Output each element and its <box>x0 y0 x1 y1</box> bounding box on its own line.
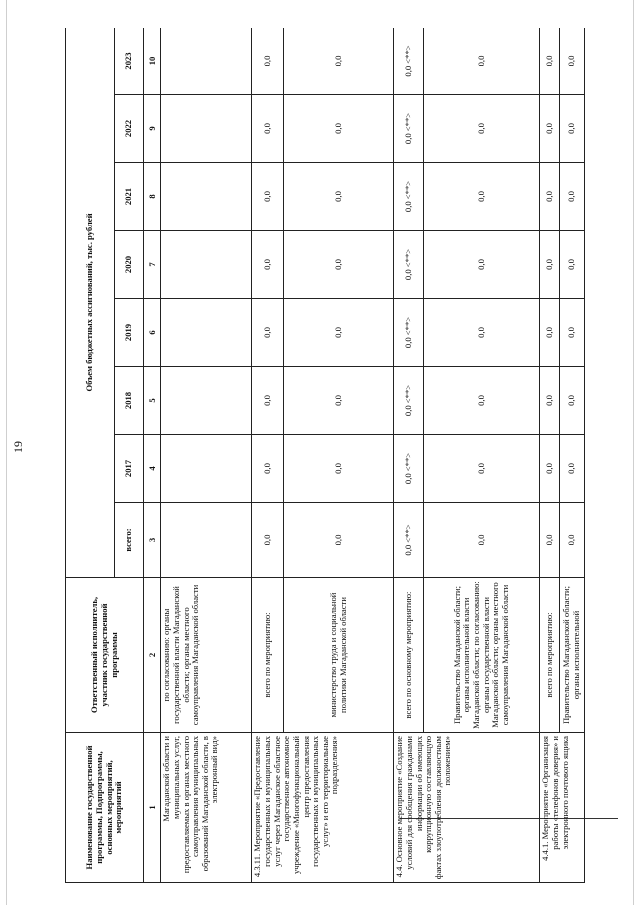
table-viewport <box>65 28 585 883</box>
column-number-row <box>144 28 161 883</box>
row-value: 0,0 <box>284 299 394 367</box>
row-name: Магаданской области и муниципальных услуг, предоставляемых в органах местного самоуправления муниципальных образований Магаданской области, в электронный вид» <box>161 733 252 883</box>
row-value <box>161 503 252 578</box>
row-value: 0,0 <box>540 163 559 231</box>
column-number: 4 <box>144 435 161 503</box>
row-responsible: Правительство Магаданской области; органы исполнительной <box>559 578 584 733</box>
column-number: 8 <box>144 163 161 231</box>
row-name: 4.4. Основное мероприятие «Создание условий для сообщения гражданами информации об имеющих коррупционную составляющую фактах злоупотребления должностным положением» <box>394 733 540 883</box>
header-year: 2022 <box>114 95 144 163</box>
row-value: 0,0 <**> <box>394 95 424 163</box>
row-responsible: всего по мероприятию: <box>252 578 284 733</box>
scan-edge-mark <box>633 0 634 905</box>
row-value: 0,0 <box>540 503 559 578</box>
row-value: 0,0 <box>252 95 284 163</box>
column-number: 10 <box>144 28 161 95</box>
row-value: 0,0 <box>252 435 284 503</box>
row-value: 0,0 <box>284 163 394 231</box>
row-value: 0,0 <box>284 95 394 163</box>
row-value: 0,0 <box>252 231 284 299</box>
row-value: 0,0 <box>559 299 584 367</box>
row-value: 0,0 <box>559 435 584 503</box>
row-value: 0,0 <box>559 95 584 163</box>
row-value: 0,0 <**> <box>394 435 424 503</box>
row-value: 0,0 <box>423 95 540 163</box>
row-responsible: всего по мероприятию: <box>540 578 559 733</box>
header-year: 2018 <box>114 367 144 435</box>
column-number: 1 <box>144 733 161 883</box>
row-value: 0,0 <box>559 163 584 231</box>
header-year: 2020 <box>114 231 144 299</box>
row-value: 0,0 <box>559 503 584 578</box>
page-number: 19 <box>11 441 25 453</box>
row-value <box>161 231 252 299</box>
row-value: 0,0 <box>540 299 559 367</box>
row-name: 4.3.11. Мероприятие «Предоставление государственных и муниципальных услуг через Магаданское областное государственное автономное учреждение «Многофункциональный центр предоставления государственных и муниципальных услуг» и его территориальные подразделения» <box>252 733 394 883</box>
header-row <box>66 28 115 883</box>
row-value: 0,0 <box>252 28 284 95</box>
column-number: 7 <box>144 231 161 299</box>
row-value: 0,0 <box>423 299 540 367</box>
row-responsible: министерство труда и социальной политики Магаданской области <box>284 578 394 733</box>
row-value: 0,0 <box>252 367 284 435</box>
header-year: 2019 <box>114 299 144 367</box>
row-value: 0,0 <box>252 299 284 367</box>
header-responsible: Ответственный исполнитель, участник государственной программы <box>66 578 144 733</box>
row-value: 0,0 <box>423 503 540 578</box>
row-value: 0,0 <box>423 367 540 435</box>
column-number: 6 <box>144 299 161 367</box>
column-number: 5 <box>144 367 161 435</box>
row-value: 0,0 <box>540 367 559 435</box>
row-value: 0,0 <**> <box>394 231 424 299</box>
table-row <box>161 28 252 883</box>
table-row <box>540 28 559 883</box>
row-value: 0,0 <box>252 163 284 231</box>
row-value <box>161 435 252 503</box>
row-value: 0,0 <box>284 503 394 578</box>
table-row <box>394 28 424 883</box>
row-value: 0,0 <box>284 231 394 299</box>
row-value <box>161 299 252 367</box>
header-year: 2021 <box>114 163 144 231</box>
row-value: 0,0 <box>423 163 540 231</box>
header-budget-group: Объем бюджетных ассигнований, тыс. рублей <box>66 28 115 578</box>
row-value <box>161 367 252 435</box>
row-value: 0,0 <box>284 435 394 503</box>
row-value <box>161 28 252 95</box>
header-name: Наименование государственной программы, Подпрограммы, основных мероприятий, мероприятий <box>66 733 144 883</box>
column-number: 3 <box>144 503 161 578</box>
row-value: 0,0 <box>540 95 559 163</box>
row-value: 0,0 <box>559 28 584 95</box>
row-value: 0,0 <**> <box>394 163 424 231</box>
column-number: 2 <box>144 578 161 733</box>
header-total: всего: <box>114 503 144 578</box>
row-value: 0,0 <box>284 28 394 95</box>
row-value: 0,0 <box>540 231 559 299</box>
row-value: 0,0 <**> <box>394 367 424 435</box>
row-responsible: Правительство Магаданской области; органы исполнительной власти Магаданской области; по согласованию: органы государственной власти Магаданской области; органы местного самоуправления Магаданской области <box>423 578 540 733</box>
table-row <box>252 28 284 883</box>
row-responsible: всего по основному мероприятию: <box>394 578 424 733</box>
column-number: 9 <box>144 95 161 163</box>
row-value: 0,0 <box>540 28 559 95</box>
row-value <box>161 95 252 163</box>
row-value: 0,0 <box>423 435 540 503</box>
row-value: 0,0 <box>284 367 394 435</box>
rotated-table-wrapper <box>65 28 585 883</box>
budget-table <box>65 28 585 883</box>
row-value: 0,0 <box>540 435 559 503</box>
row-value: 0,0 <box>423 28 540 95</box>
row-value: 0,0 <box>252 503 284 578</box>
row-value: 0,0 <box>559 231 584 299</box>
header-year: 2017 <box>114 435 144 503</box>
row-value: 0,0 <box>559 367 584 435</box>
row-name: 4.4.1. Мероприятие «Организация работы «телефонов доверия» и электронного почтового ящика <box>540 733 585 883</box>
row-value: 0,0 <box>423 231 540 299</box>
header-year: 2023 <box>114 28 144 95</box>
row-value: 0,0 <**> <box>394 503 424 578</box>
row-value: 0,0 <**> <box>394 299 424 367</box>
row-value: 0,0 <**> <box>394 28 424 95</box>
scan-edge-mark <box>6 0 7 905</box>
row-responsible: по согласованию: органы государственной власти Магаданской области; органы местного самоуправления Магаданской области <box>161 578 252 733</box>
row-value <box>161 163 252 231</box>
